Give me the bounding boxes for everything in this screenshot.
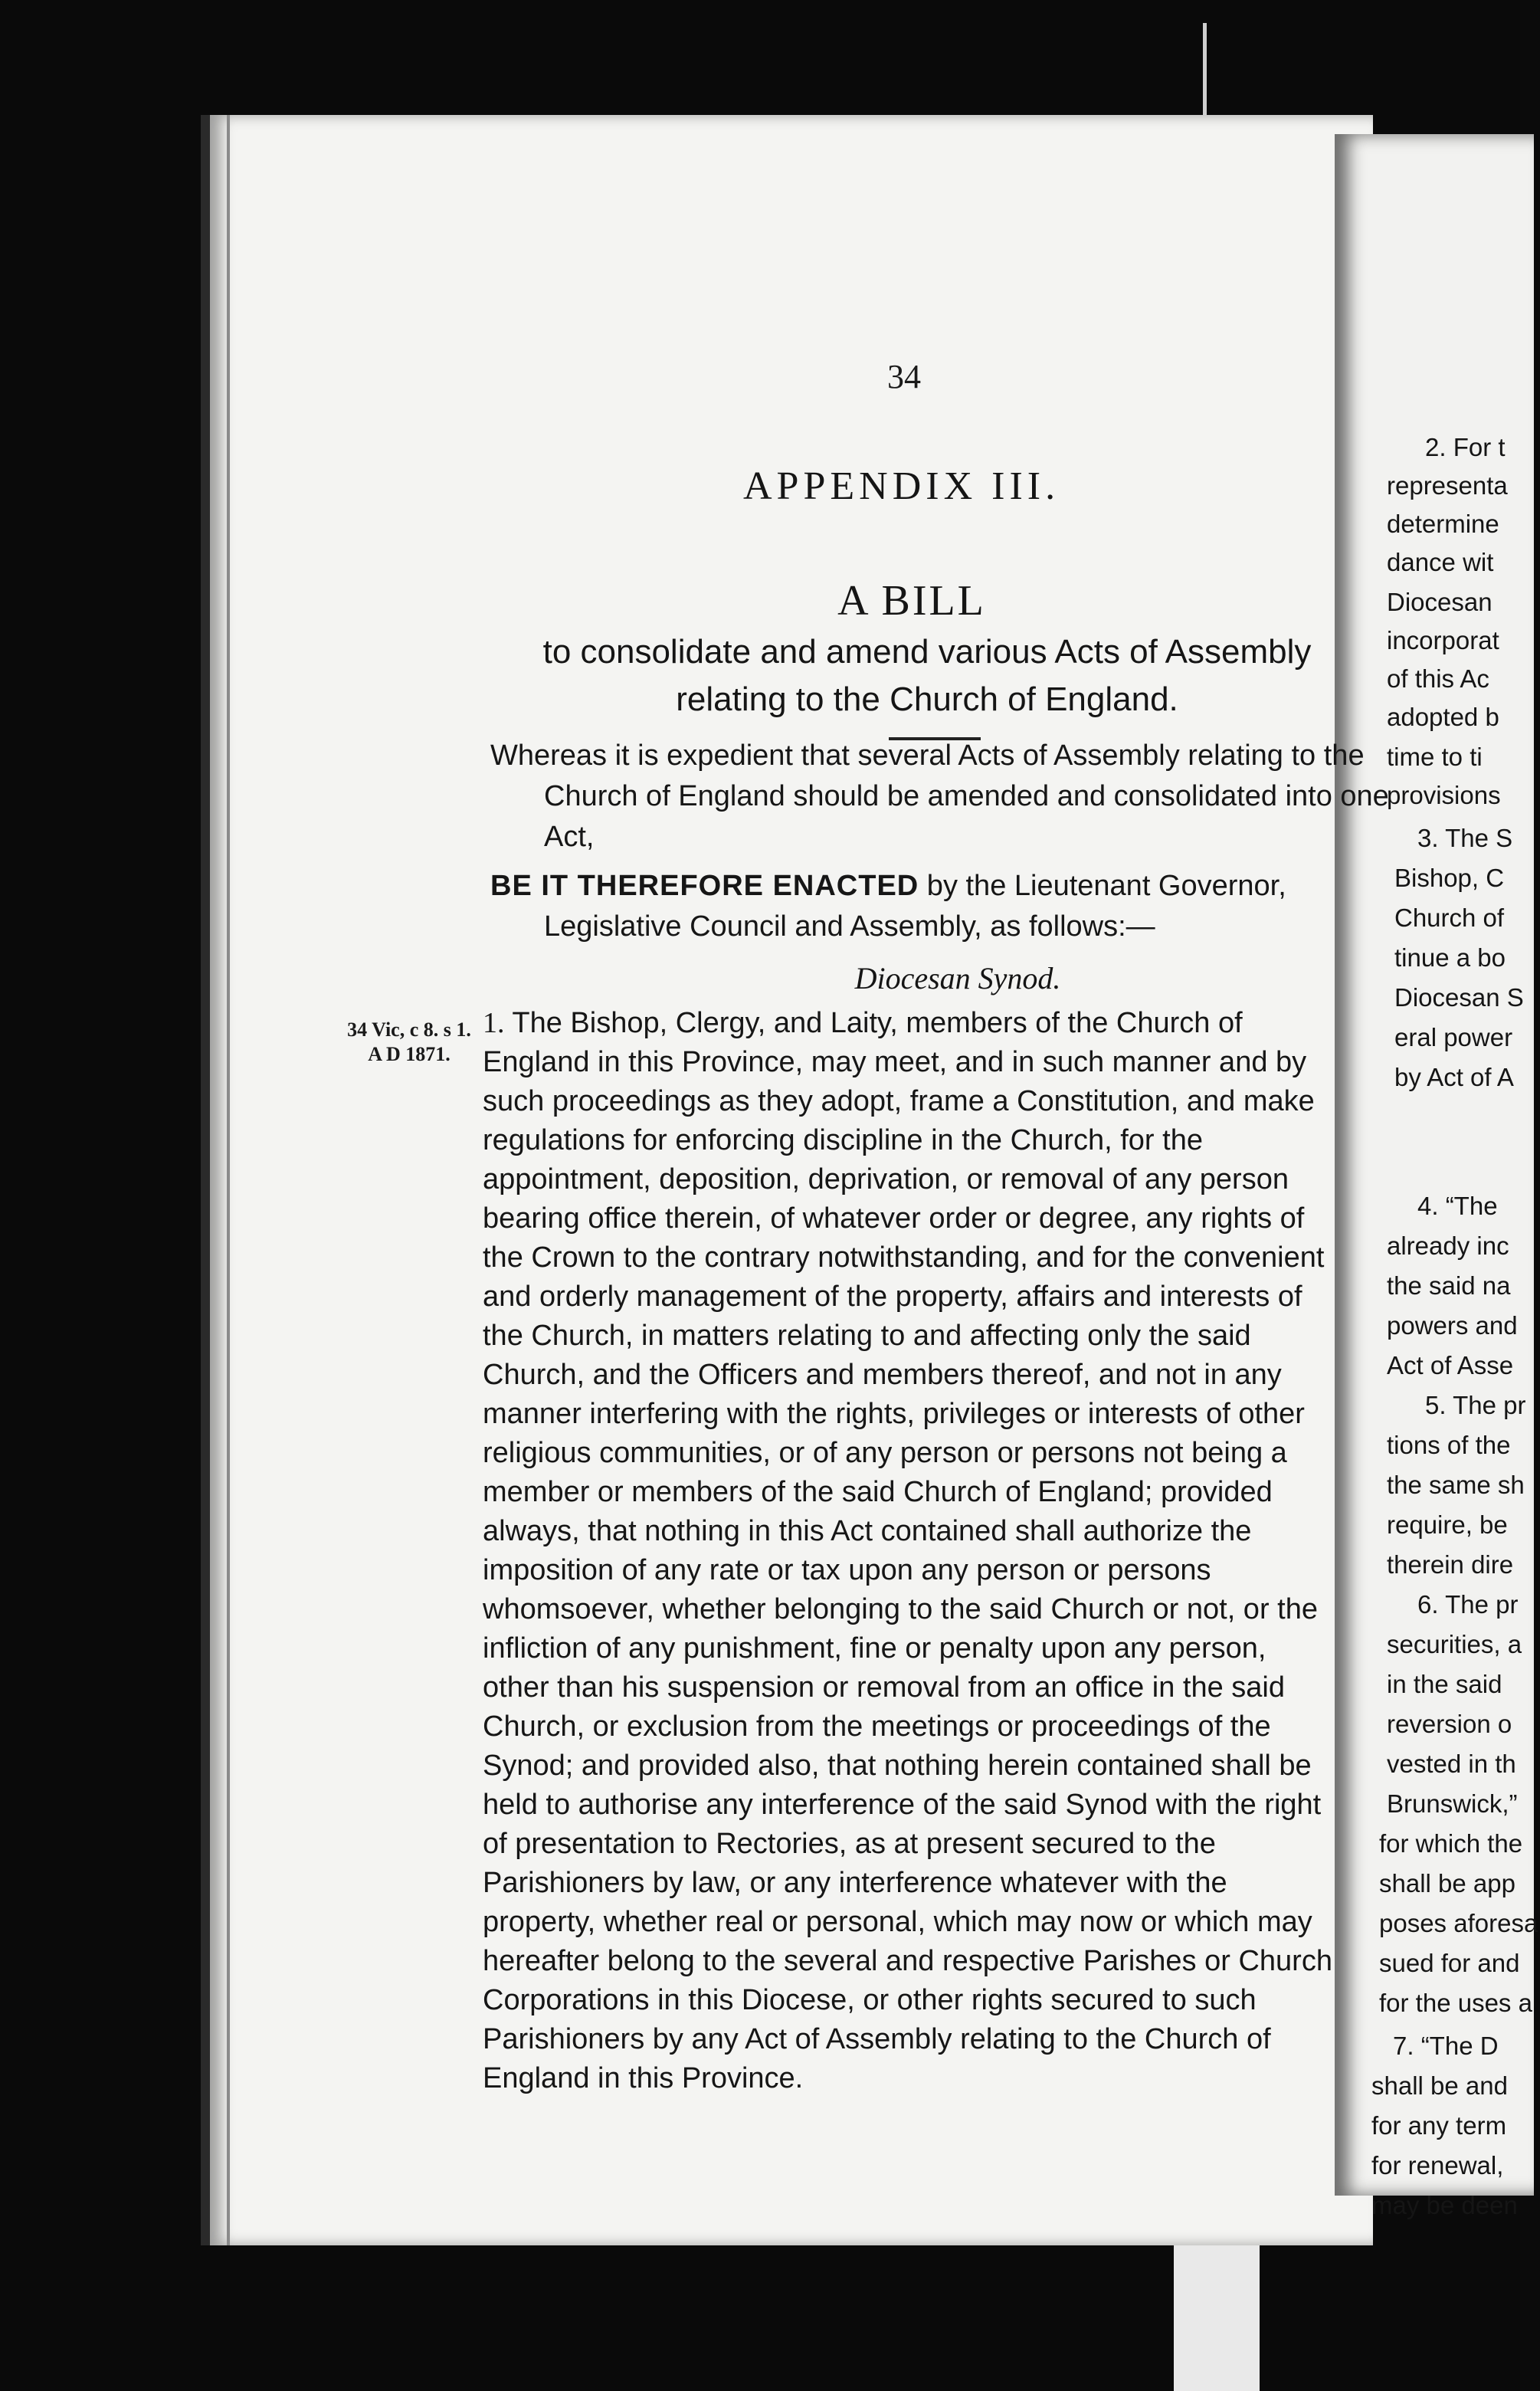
section-1 xyxy=(483,1004,1333,2098)
right-page-line: for renewal, xyxy=(1371,2151,1504,2179)
enacting-clause xyxy=(490,866,1394,947)
right-page-line: reversion o xyxy=(1387,1710,1512,1738)
right-page-line: therein dire xyxy=(1387,1550,1514,1579)
right-page-line: the same sh xyxy=(1387,1471,1525,1499)
margin-note xyxy=(325,1018,493,1067)
right-page-line: Church of xyxy=(1394,904,1505,932)
right-page-line: for the uses a xyxy=(1379,1989,1532,2017)
section-1-text: The Bishop, Clergy, and Laity, members of the Church of England in this Province, may meet, and in such manner and by such proceedings as they adopt, frame a Constitution, and make regulations for enforcing discipline in the Church, for the appointment, deposition, deprivation, or removal of any person bearing office therein, of whatever order or degree, any rights of the Crown to the contrary notwithstanding, and for the convenient and orderly management of the property, affairs and interests of the Church, in matters relating to and affecting only the said Church, and the Officers and members thereof, and not in any manner interfering with the rights, privileges or interests of other religious communities, or of any person or persons not being a member or members of the said Church of England; provided always, that nothing in this Act contained shall authorize the imposition of any rate or tax upon any person or persons whomsoever, whether belonging to the said Church or not, or the infliction of any punishment, fine or penalty upon any person, other than his suspension or removal from an office in the said Church, or exclusion from the meetings or proceedings of the Synod; and provided also, that nothing herein contained shall be held to authorise any interference of the said Synod with the right of presentation to Rectories, as at present secured to the Parishioners by law, or any interference whatever with the property, whether real or personal, which may now or which may hereafter belong to the several and respective Parishes or Church Corporations in this Diocese, or other rights secured to such Parishioners by any Act of Assembly relating to the Church of England in this Province. xyxy=(483,1007,1332,2094)
margin-note-line: 34 Vic, c 8. s 1. xyxy=(347,1018,471,1041)
right-page-line: dance wit xyxy=(1387,548,1494,576)
right-page-line: securities, a xyxy=(1387,1630,1522,1658)
right-page-line: powers and xyxy=(1387,1311,1518,1340)
bill-title: A BILL xyxy=(837,577,986,625)
right-page-line: Diocesan S xyxy=(1394,983,1524,1012)
right-page-line: adopted b xyxy=(1387,703,1499,731)
right-page-line: 5. The pr xyxy=(1425,1391,1526,1419)
right-page-line: Bishop, C xyxy=(1394,864,1505,892)
margin-note-line: A D 1871. xyxy=(368,1043,451,1065)
page-tab xyxy=(1174,2245,1260,2391)
right-page-line: the said na xyxy=(1387,1271,1511,1300)
right-page-line: tinue a bo xyxy=(1394,943,1506,972)
right-page-line: time to ti xyxy=(1387,743,1483,771)
right-page-line: provisions xyxy=(1387,781,1501,809)
right-page-line: shall be and xyxy=(1371,2071,1508,2100)
right-page-line: representa xyxy=(1387,471,1508,500)
page-gutter-line xyxy=(227,115,230,2245)
bill-subtitle: to consolidate and amend various Acts of Assembly relating to the Church of England. xyxy=(542,633,1312,718)
page-number: 34 xyxy=(887,358,921,395)
right-page-line: sued for and xyxy=(1379,1949,1520,1977)
right-page-line: 2. For t xyxy=(1425,433,1506,461)
right-page-line: poses aforesa xyxy=(1379,1909,1538,1937)
right-page-line: Diocesan xyxy=(1387,588,1492,616)
whereas-clause: Whereas it is expedient that several Acts of Assembly relating to the Church of England should be amended and consolidated into one Act, xyxy=(490,740,1389,853)
section-number: 1. xyxy=(483,1007,505,1039)
right-page-line: Act of Asse xyxy=(1387,1351,1514,1379)
right-page-line: vested in th xyxy=(1387,1750,1516,1778)
right-page-line: 7. “The D xyxy=(1393,2032,1499,2060)
appendix-title: APPENDIX III. xyxy=(743,464,1060,508)
right-page-line: eral power xyxy=(1394,1023,1513,1051)
right-page-line: already inc xyxy=(1387,1232,1509,1260)
binding-mark xyxy=(1203,23,1207,115)
enacting-clause-caps: BE IT THEREFORE ENACTED xyxy=(490,870,919,902)
right-page-line: 6. The pr xyxy=(1417,1590,1519,1619)
right-page-line: in the said xyxy=(1387,1670,1502,1698)
right-page-line: by Act of A xyxy=(1394,1063,1514,1091)
right-page-line: for any term xyxy=(1371,2111,1507,2140)
right-page-line: 4. “The xyxy=(1417,1192,1498,1220)
right-page-line: Brunswick,” xyxy=(1387,1789,1518,1818)
right-page-line: of this Ac xyxy=(1387,664,1489,693)
right-page-line: 3. The S xyxy=(1417,824,1513,852)
right-page-line: for which the xyxy=(1379,1829,1523,1858)
right-page-line: may be deen xyxy=(1371,2191,1518,2219)
enacting-clause-rest: by the Lieutenant Governor, Legislative Council and Assembly, as follows:— xyxy=(544,870,1286,943)
right-page-line: tions of the xyxy=(1387,1431,1511,1459)
right-page-line: shall be app xyxy=(1379,1869,1515,1897)
right-page-line: require, be xyxy=(1387,1510,1508,1539)
right-page-line: determine xyxy=(1387,510,1499,538)
right-page-line: incorporat xyxy=(1387,626,1499,654)
section-heading: Diocesan Synod. xyxy=(854,961,1061,995)
